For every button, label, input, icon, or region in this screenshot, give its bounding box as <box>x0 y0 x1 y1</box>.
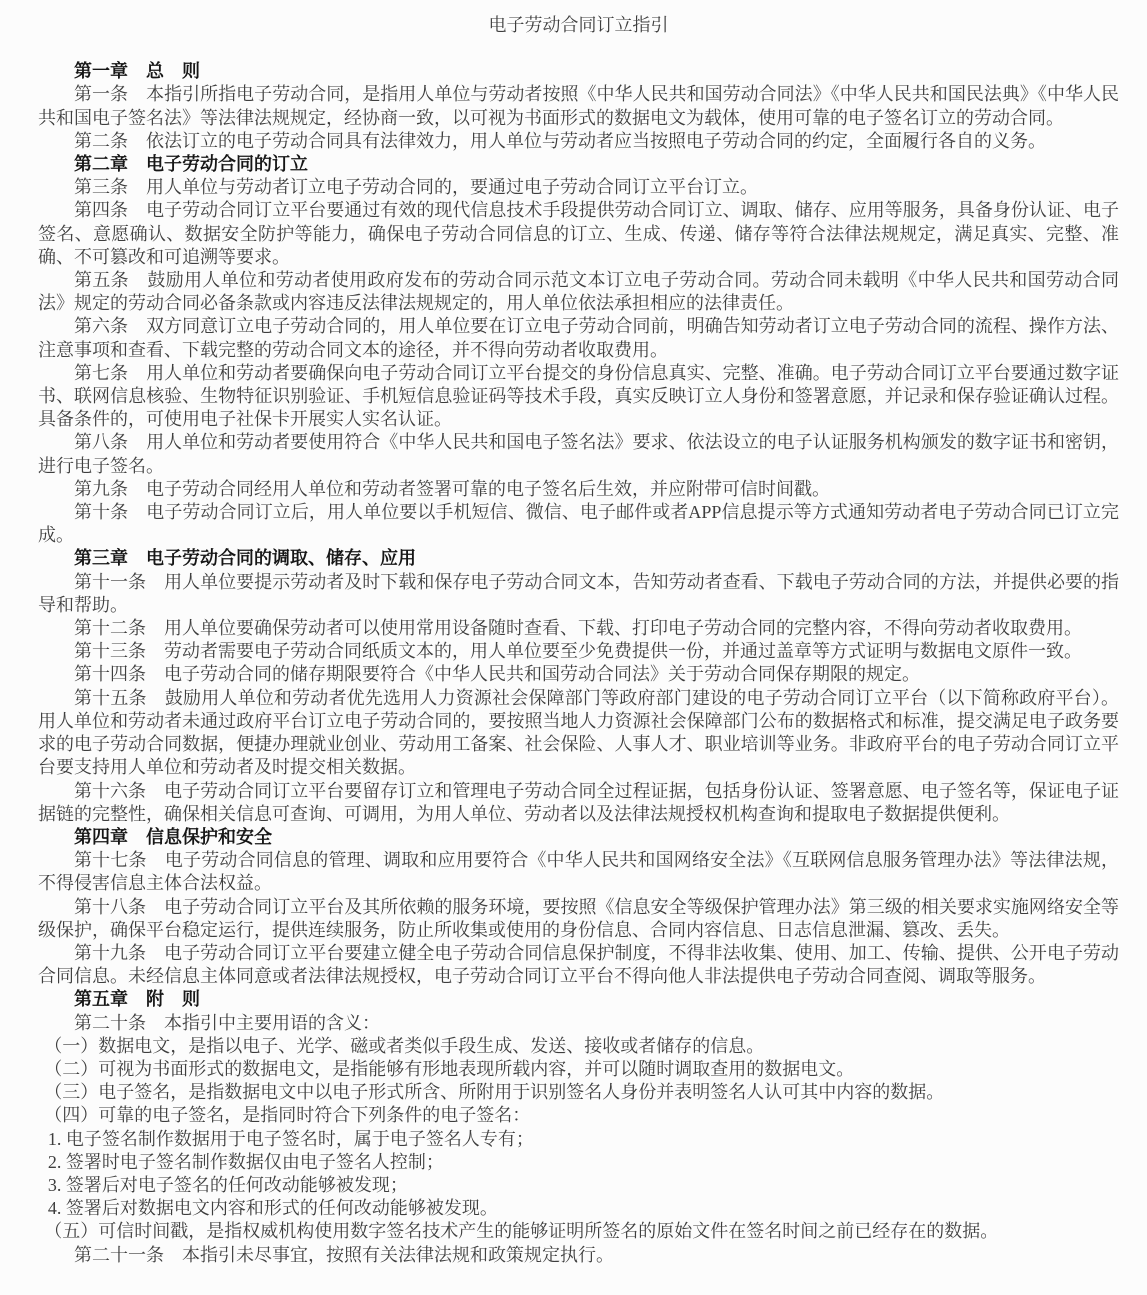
document-paragraph: （四）可靠的电子签名，是指同时符合下列条件的电子签名： <box>44 1105 531 1126</box>
document-paragraph: 第十八条 电子劳动合同订立平台及其所依赖的服务环境，要按照《信息安全等级保护管理办法》第三级的相关要求实施网络安全等级保护，确保平台稳定运行，提供连续服务，防止所收集或使用的身份信息、合同内容信息、日志信息泄漏、篡改、丢失。 <box>38 896 1119 940</box>
document-paragraph: 第十二条 用人单位要确保劳动者可以使用常用设备随时查看、下载、打印电子劳动合同的完整内容，不得向劳动者收取费用。 <box>74 618 1082 639</box>
chapter-heading: 第四章 信息保护和安全 <box>74 826 272 847</box>
document-paragraph: 第十五条 鼓励用人单位和劳动者优先选用人力资源社会保障部门等政府部门建设的电子劳动合同订立平台（以下简称政府平台）。用人单位和劳动者未通过政府平台订立电子劳动合同的，要按照当地人力资源社会保障部门公布的数据格式和标准，提交满足电子政务要求的电子劳动合同数据，便捷办理就业创业、劳动用工备案、社会保险、人事人才、职业培训等业务。非政府平台的电子劳动合同订立平台要支持用人单位和劳动者及时提交相关数据。 <box>38 687 1119 778</box>
document-paragraph: 第六条 双方同意订立电子劳动合同的，用人单位要在订立电子劳动合同前，明确告知劳动者订立电子劳动合同的流程、操作方法、注意事项和查看、下载完整的劳动合同文本的途径，并不得向劳动者收取费用。 <box>38 316 1119 360</box>
document-paragraph: （五）可信时间戳，是指权威机构使用数字签名技术产生的能够证明所签名的原始文件在签名时间之前已经存在的数据。 <box>44 1221 999 1242</box>
chapter-heading: 第一章 总 则 <box>74 61 200 82</box>
document-paragraph: 1. 电子签名制作数据用于电子签名时，属于电子签名人专有； <box>47 1128 534 1149</box>
document-paragraph: 第二十一条 本指引未尽事宜，按照有关法律法规和政策规定执行。 <box>74 1244 614 1265</box>
document-paragraph: 第十条 电子劳动合同订立后，用人单位要以手机短信、微信、电子邮件或者APP信息提示等方式通知劳动者电子劳动合同已订立完成。 <box>38 502 1119 546</box>
document-paragraph: 2. 签署时电子签名制作数据仅由电子签名人控制； <box>47 1151 444 1172</box>
document-paragraph: 第十七条 电子劳动合同信息的管理、调取和应用要符合《中华人民共和国网络安全法》《互联网信息服务管理办法》等法律法规，不得侵害信息主体合法权益。 <box>38 850 1119 894</box>
document-paragraph: 第七条 用人单位和劳动者要确保向电子劳动合同订立平台提交的身份信息真实、完整、准确。电子劳动合同订立平台要通过数字证书、联网信息核验、生物特征识别验证、手机短信息验证码等技术手段，真实反映订立人身份和签署意愿，并记录和保存验证确认过程。具备条件的，可使用电子社保卡开展实人实名认证。 <box>38 362 1119 430</box>
document-paragraph: 第十三条 劳动者需要电子劳动合同纸质文本的，用人单位要至少免费提供一份，并通过盖章等方式证明与数据电文原件一致。 <box>74 641 1082 662</box>
document-paragraph: 第八条 用人单位和劳动者要使用符合《中华人民共和国电子签名法》要求、依法设立的电子认证服务机构颁发的数字证书和密钥，进行电子签名。 <box>38 432 1119 476</box>
document-paragraph: 第十六条 电子劳动合同订立平台要留存订立和管理电子劳动合同全过程证据，包括身份认证、签署意愿、电子签名等，保证电子证据链的完整性，确保相关信息可查询、可调用，为用人单位、劳动者以及法律法规授权机构查询和提取电子数据提供便利。 <box>38 780 1119 824</box>
document-paragraph: 第二条 依法订立的电子劳动合同具有法律效力，用人单位与劳动者应当按照电子劳动合同的约定，全面履行各自的义务。 <box>74 130 1046 151</box>
document-paragraph: 第五条 鼓励用人单位和劳动者使用政府发布的劳动合同示范文本订立电子劳动合同。劳动合同未载明《中华人民共和国劳动合同法》规定的劳动合同必备条款或内容违反法律法规规定的，用人单位依法承担相应的法律责任。 <box>38 270 1119 314</box>
document-paragraph: 第十一条 用人单位要提示劳动者及时下载和保存电子劳动合同文本，告知劳动者查看、下载电子劳动合同的方法，并提供必要的指导和帮助。 <box>38 571 1119 615</box>
document-paragraph: 第十四条 电子劳动合同的储存期限要符合《中华人民共和国劳动合同法》关于劳动合同保存期限的规定。 <box>74 664 920 685</box>
document-paragraph: 第一条 本指引所指电子劳动合同，是指用人单位与劳动者按照《中华人民共和国劳动合同法》《中华人民共和国民法典》《中华人民共和国电子签名法》等法律法规规定，经协商一致，以可视为书面形式的数据电文为载体，使用可靠的电子签名订立的劳动合同。 <box>38 84 1119 128</box>
document-paragraph: （二）可视为书面形式的数据电文，是指能够有形地表现所载内容，并可以随时调取查用的数据电文。 <box>44 1058 855 1079</box>
document-paragraph: （一）数据电文，是指以电子、光学、磁或者类似手段生成、发送、接收或者储存的信息。 <box>44 1035 765 1056</box>
document-paragraph: 4. 签署后对数据电文内容和形式的任何改动能够被发现。 <box>47 1198 498 1219</box>
chapter-heading: 第五章 附 则 <box>74 989 200 1010</box>
chapter-heading: 第三章 电子劳动合同的调取、储存、应用 <box>74 548 416 569</box>
document-paragraph: 3. 签署后对电子签名的任何改动能够被发现； <box>47 1174 408 1195</box>
document-paragraph: 第九条 电子劳动合同经用人单位和劳动者签署可靠的电子签名后生效，并应附带可信时间戳。 <box>74 478 830 499</box>
document-paragraph: （三）电子签名，是指数据电文中以电子形式所含、所附用于识别签名人身份并表明签名人认可其中内容的数据。 <box>44 1082 945 1103</box>
document-paragraph: 第四条 电子劳动合同订立平台要通过有效的现代信息技术手段提供劳动合同订立、调取、储存、应用等服务，具备身份认证、电子签名、意愿确认、数据安全防护等能力，确保电子劳动合同信息的订立、生成、传递、储存等符合法律法规规定，满足真实、完整、准确、不可篡改和可追溯等要求。 <box>38 200 1119 267</box>
document-title: 电子劳动合同订立指引 <box>488 15 669 35</box>
document-paragraph: 第二十条 本指引中主要用语的含义： <box>74 1012 380 1033</box>
document-body <box>38 60 1119 1267</box>
chapter-heading: 第二章 电子劳动合同的订立 <box>74 154 308 175</box>
document-paragraph: 第三条 用人单位与劳动者订立电子劳动合同的，要通过电子劳动合同订立平台订立。 <box>74 177 758 198</box>
document-paragraph: 第十九条 电子劳动合同订立平台要建立健全电子劳动合同信息保护制度，不得非法收集、使用、加工、传输、提供、公开电子劳动合同信息。未经信息主体同意或者法律法规授权，电子劳动合同订立平台不得向他人非法提供电子劳动合同查阅、调取等服务。 <box>38 942 1119 987</box>
